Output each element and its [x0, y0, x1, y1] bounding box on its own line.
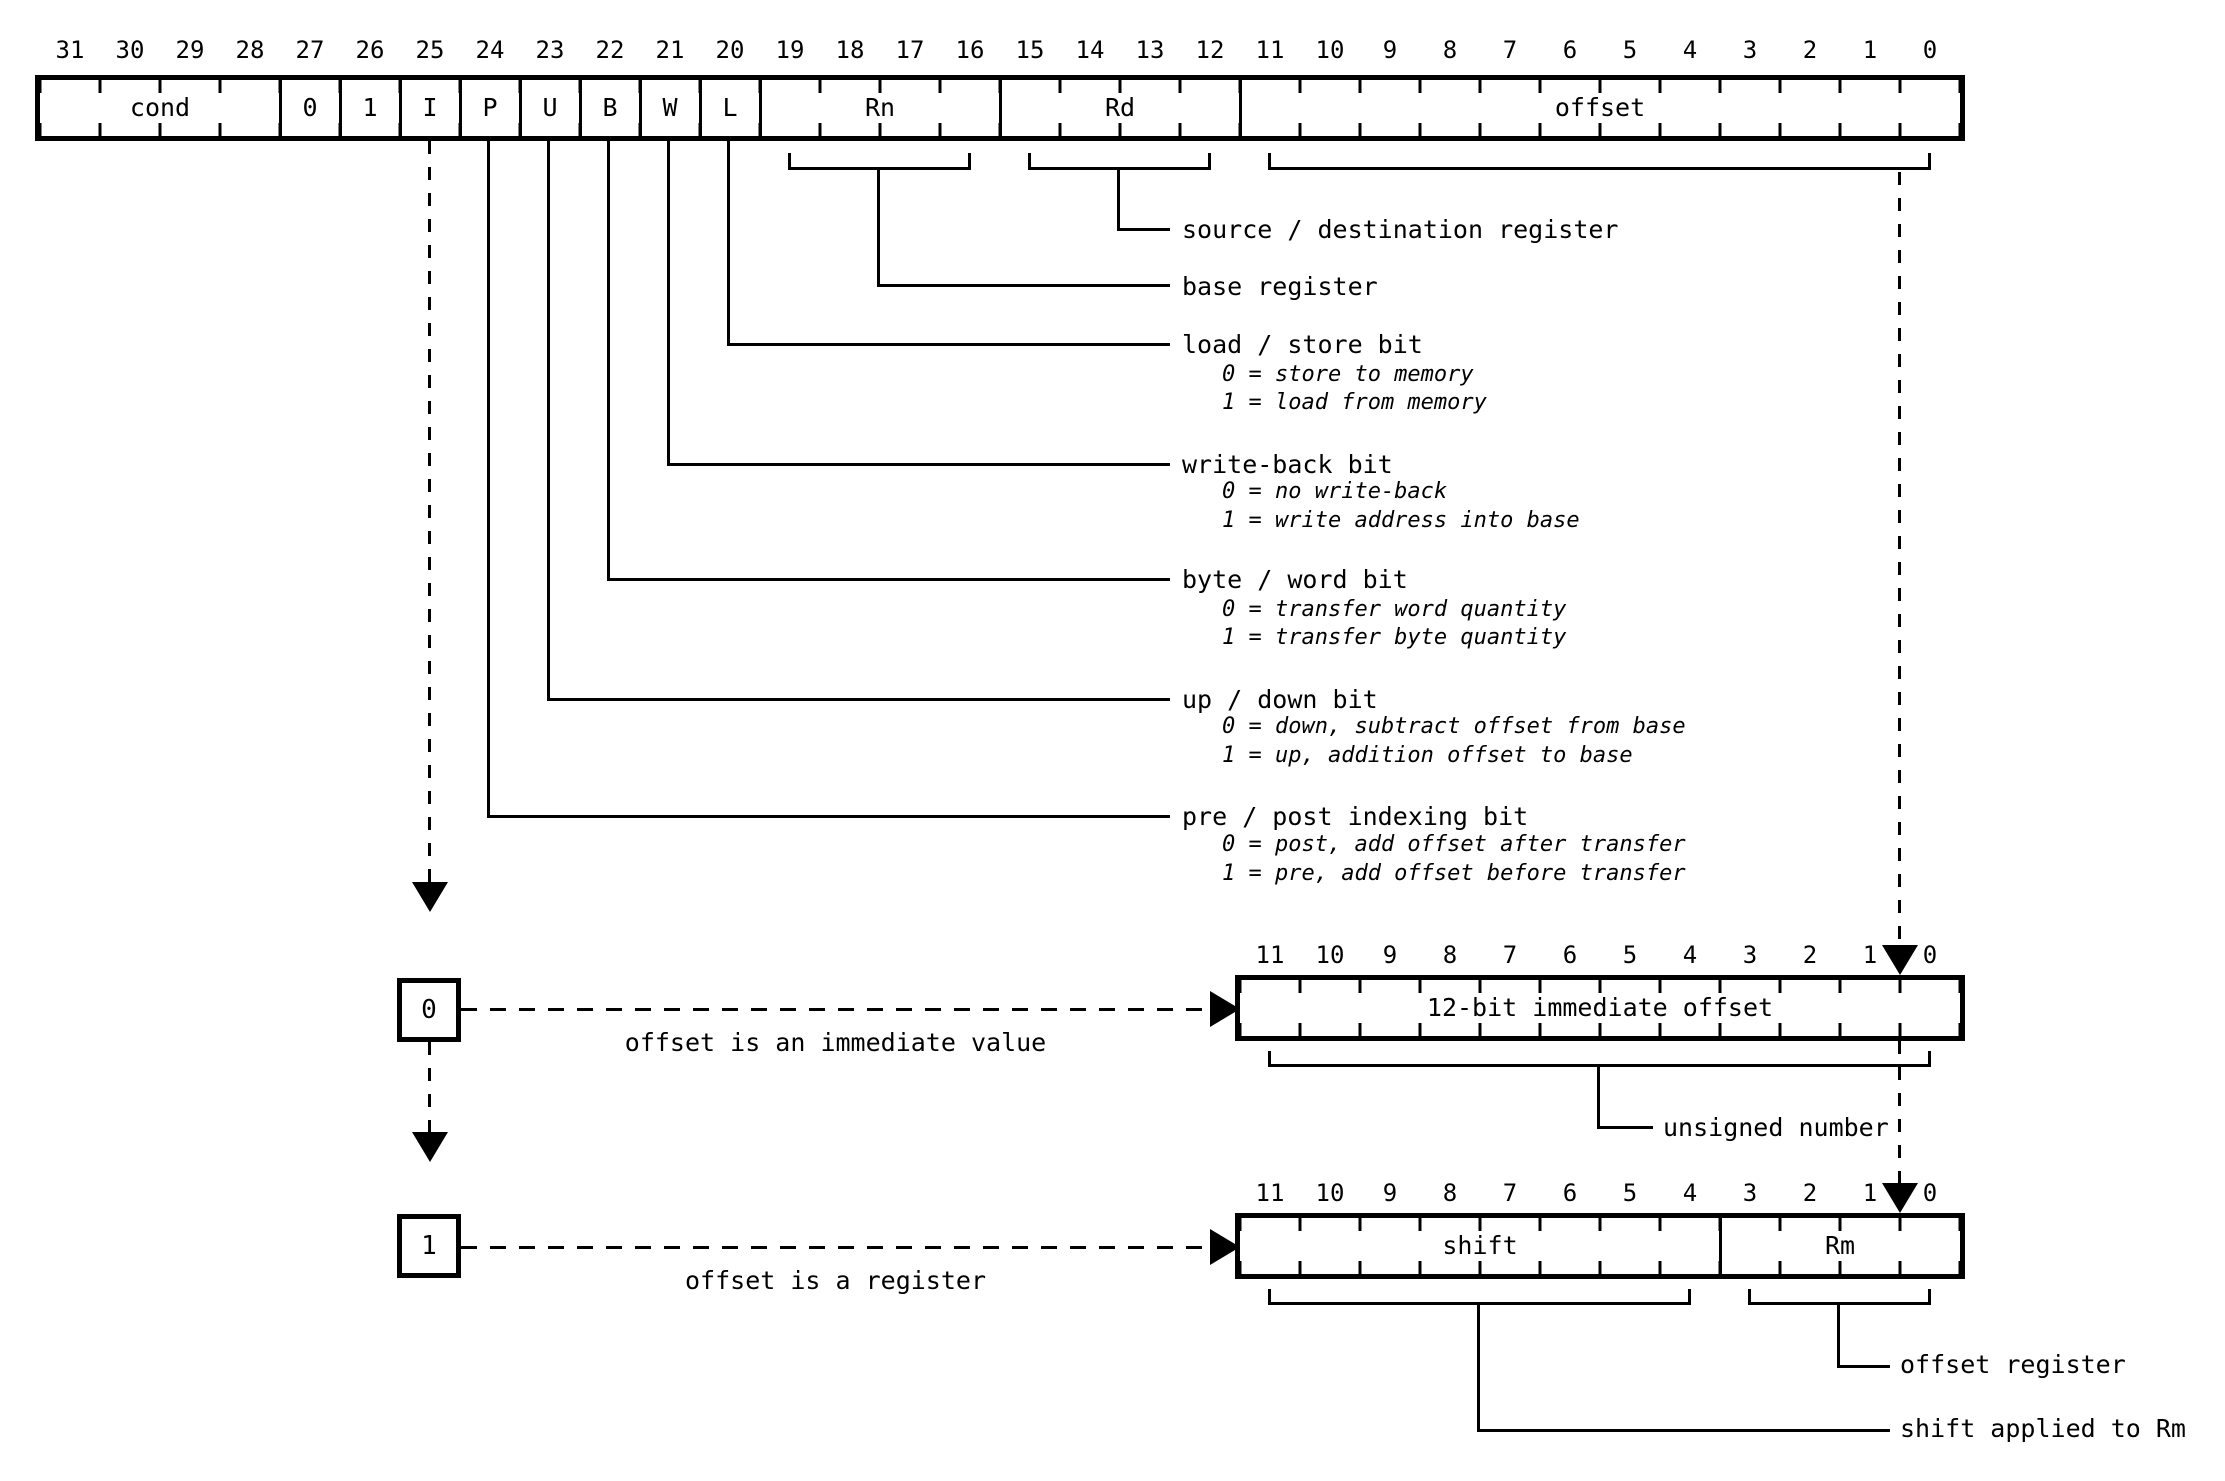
bit-number: 3 — [1742, 941, 1758, 969]
annotation-write-back-sub0: 0 = no write-back — [1222, 479, 1448, 504]
offset-dashed-line — [1898, 1041, 1901, 1183]
bit-number: 5 — [1622, 941, 1638, 969]
field-rd: Rd — [1104, 93, 1136, 122]
field-divider — [459, 80, 462, 136]
annotation-write-back-sub1: 1 = write address into base — [1222, 508, 1580, 533]
bit-number: 6 — [1562, 941, 1578, 969]
field-rn: Rn — [864, 93, 896, 122]
field-bit26: 1 — [362, 93, 378, 122]
field-offset: offset — [1554, 93, 1646, 122]
bit-number: 22 — [595, 36, 625, 64]
annotation-offset-register: offset register — [1900, 1350, 2126, 1379]
p-bit-connector-line — [487, 815, 1170, 818]
main-bit-numbers — [40, 36, 1960, 64]
field-divider — [999, 80, 1002, 136]
bit-number: 29 — [175, 36, 205, 64]
l-bit-connector-line — [727, 141, 730, 346]
annotation-load-store-sub0: 0 = store to memory — [1222, 362, 1474, 387]
bit-number: 8 — [1442, 941, 1458, 969]
annotation-load-store-bit: load / store bit — [1182, 330, 1423, 359]
annotation-unsigned-number: unsigned number — [1663, 1113, 1889, 1142]
i-value-1-box: 1 — [397, 1214, 461, 1278]
immediate-dashed-arrow — [461, 1008, 1210, 1011]
field-w-bit: W — [662, 93, 678, 122]
field-bit27: 0 — [302, 93, 318, 122]
annotation-source-destination-register: source / destination register — [1182, 215, 1619, 244]
bit-number: 10 — [1315, 1179, 1345, 1207]
bit-number: 21 — [655, 36, 685, 64]
unsigned-number-connector-line — [1597, 1126, 1653, 1129]
p-bit-connector-line — [487, 141, 490, 818]
bit-number: 9 — [1382, 36, 1398, 64]
annotation-byte-word-bit: byte / word bit — [1182, 565, 1408, 594]
field-l-bit: L — [722, 93, 738, 122]
w-bit-connector-line — [667, 141, 670, 466]
bit-number: 4 — [1682, 36, 1698, 64]
bit-number: 2 — [1802, 36, 1818, 64]
bit-number: 5 — [1622, 1179, 1638, 1207]
field-divider — [399, 80, 402, 136]
unsigned-number-connector-line — [1597, 1064, 1600, 1128]
b-bit-connector-line — [607, 578, 1170, 581]
field-divider — [279, 80, 282, 136]
u-bit-connector-line — [547, 141, 550, 701]
bit-number: 19 — [775, 36, 805, 64]
annotation-byte-word-sub0: 0 = transfer word quantity — [1222, 597, 1567, 622]
rm-connector-line — [1837, 1302, 1840, 1368]
bit-number: 11 — [1255, 1179, 1285, 1207]
field-i-bit: I — [422, 93, 438, 122]
u-bit-connector-line — [547, 698, 1170, 701]
field-divider — [759, 80, 762, 136]
l-bit-connector-line — [727, 343, 1170, 346]
field-divider — [519, 80, 522, 136]
bit-number: 0 — [1922, 941, 1938, 969]
bit-number: 8 — [1442, 36, 1458, 64]
bit-number: 30 — [115, 36, 145, 64]
bit-number: 4 — [1682, 1179, 1698, 1207]
bit-number: 28 — [235, 36, 265, 64]
field-divider — [339, 80, 342, 136]
bit-number: 1 — [1862, 1179, 1878, 1207]
field-rm: Rm — [1824, 1231, 1856, 1260]
bit-number: 2 — [1802, 941, 1818, 969]
shift-connector-line — [1477, 1429, 1890, 1432]
case-dashed-line — [428, 1042, 431, 1132]
bit-number: 9 — [1382, 1179, 1398, 1207]
bit-number: 11 — [1255, 941, 1285, 969]
bit-number: 1 — [1862, 941, 1878, 969]
annotation-pre-post-sub0: 0 = post, add offset after transfer — [1222, 832, 1686, 857]
field-divider — [1719, 1218, 1722, 1274]
bit-number: 6 — [1562, 1179, 1578, 1207]
i-bit-dashed-line — [428, 141, 431, 882]
rm-connector-line — [1837, 1365, 1890, 1368]
annotation-pre-post-sub1: 1 = pre, add offset before transfer — [1222, 861, 1686, 886]
bit-number: 2 — [1802, 1179, 1818, 1207]
field-u-bit: U — [542, 93, 558, 122]
annotation-load-store-sub1: 1 = load from memory — [1222, 390, 1487, 415]
field-divider — [1239, 80, 1242, 136]
down-arrow-icon — [412, 1132, 448, 1162]
field-divider — [639, 80, 642, 136]
bit-number: 31 — [55, 36, 85, 64]
bit-number: 3 — [1742, 36, 1758, 64]
immediate-caption: offset is an immediate value — [624, 1028, 1047, 1057]
field-immediate-offset: 12-bit immediate offset — [1426, 993, 1774, 1022]
bit-number: 6 — [1562, 36, 1578, 64]
bit-number: 7 — [1502, 36, 1518, 64]
bit-number: 10 — [1315, 36, 1345, 64]
b-bit-connector-line — [607, 141, 610, 581]
bit-number: 3 — [1742, 1179, 1758, 1207]
bit-number: 7 — [1502, 1179, 1518, 1207]
bit-number: 15 — [1015, 36, 1045, 64]
bit-number: 16 — [955, 36, 985, 64]
bit-number: 8 — [1442, 1179, 1458, 1207]
bit-number: 11 — [1255, 36, 1285, 64]
annotation-byte-word-sub1: 1 = transfer byte quantity — [1222, 625, 1567, 650]
immediate-bit-numbers — [1240, 941, 1960, 969]
rn-connector-line — [877, 284, 1170, 287]
annotation-up-down-bit: up / down bit — [1182, 685, 1378, 714]
field-b-bit: B — [602, 93, 618, 122]
field-shift: shift — [1442, 1231, 1518, 1260]
field-cond: cond — [129, 93, 191, 122]
bit-number: 14 — [1075, 36, 1105, 64]
bit-number: 12 — [1195, 36, 1225, 64]
bit-number: 26 — [355, 36, 385, 64]
register-bit-numbers — [1240, 1179, 1960, 1207]
bit-number: 20 — [715, 36, 745, 64]
immediate-offset-box — [1235, 975, 1965, 1041]
bit-number: 1 — [1862, 36, 1878, 64]
bit-number: 0 — [1922, 36, 1938, 64]
bit-number: 18 — [835, 36, 865, 64]
bit-number: 9 — [1382, 941, 1398, 969]
annotation-pre-post-indexing-bit: pre / post indexing bit — [1182, 802, 1529, 831]
bit-number: 5 — [1622, 36, 1638, 64]
i-value-0-box: 0 — [397, 978, 461, 1042]
annotation-up-down-sub1: 1 = up, addition offset to base — [1222, 743, 1633, 768]
bit-number: 13 — [1135, 36, 1165, 64]
bit-number: 24 — [475, 36, 505, 64]
field-p-bit: P — [482, 93, 498, 122]
shift-rm-box — [1235, 1213, 1965, 1279]
register-dashed-arrow — [461, 1246, 1210, 1249]
rn-connector-line — [877, 167, 880, 287]
field-divider — [699, 80, 702, 136]
bit-number: 10 — [1315, 941, 1345, 969]
bit-number: 4 — [1682, 941, 1698, 969]
register-caption: offset is a register — [684, 1266, 987, 1295]
rd-connector-line — [1117, 167, 1120, 231]
bit-number: 27 — [295, 36, 325, 64]
annotation-write-back-bit: write-back bit — [1182, 450, 1393, 479]
bit-number: 25 — [415, 36, 445, 64]
annotation-shift-applied-to-rm: shift applied to Rm — [1900, 1414, 2186, 1443]
bit-number: 23 — [535, 36, 565, 64]
bit-number: 7 — [1502, 941, 1518, 969]
offset-dashed-line — [1898, 172, 1901, 945]
down-arrow-icon — [412, 882, 448, 912]
w-bit-connector-line — [667, 463, 1170, 466]
bit-number: 17 — [895, 36, 925, 64]
bit-number: 0 — [1922, 1179, 1938, 1207]
rd-connector-line — [1117, 228, 1170, 231]
shift-connector-line — [1477, 1302, 1480, 1432]
annotation-base-register: base register — [1182, 272, 1378, 301]
annotation-up-down-sub0: 0 = down, subtract offset from base — [1222, 714, 1686, 739]
offset-bracket — [1268, 167, 1931, 170]
field-divider — [579, 80, 582, 136]
instruction-box — [35, 75, 1965, 141]
